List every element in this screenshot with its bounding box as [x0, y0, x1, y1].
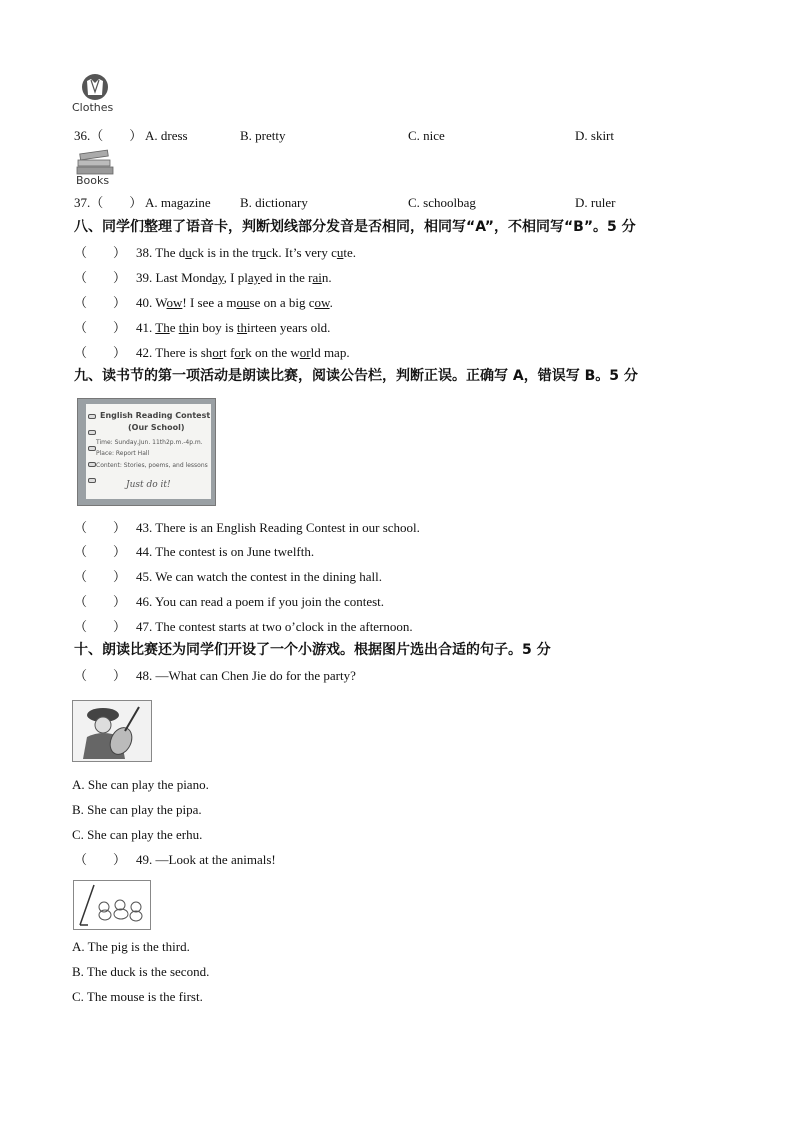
underlined-sound: ow: [166, 295, 183, 310]
underlined-sound: or: [212, 345, 224, 360]
question-text: 45. We can watch the contest in the dining hall.: [136, 569, 383, 584]
question-text: 40. W: [136, 295, 167, 310]
underlined-sound: th: [236, 320, 248, 335]
true-false-question-44: [74, 544, 314, 560]
underlined-sound: ay: [212, 270, 224, 285]
true-false-question-45: [74, 569, 382, 585]
notice-place: Place: Report Hall: [96, 450, 150, 457]
q37-option-a: A. magazine: [145, 195, 211, 210]
answer-blank[interactable]: （ ）: [74, 320, 127, 335]
question-text: irteen years old.: [247, 320, 331, 335]
underlined-sound: ai: [312, 270, 322, 285]
underlined-sound: ou: [236, 295, 250, 310]
q48-option-c: C. She can play the erhu.: [72, 827, 203, 842]
q36-option-c: C. nice: [408, 128, 445, 143]
q48-question: 48. —What can Chen Jie do for the party?: [136, 668, 356, 683]
q49-picture: [73, 880, 151, 930]
notice-slogan: Just do it!: [126, 480, 171, 490]
q36-option-d: D. skirt: [575, 128, 614, 143]
answer-blank[interactable]: （ ）: [74, 520, 127, 535]
underlined-sound: th: [178, 320, 189, 335]
notice-time: Time: Sunday,Jun. 11th2p.m.-4p.m.: [96, 439, 203, 446]
phonics-question-41: [74, 320, 330, 336]
question-text: ck. It’s very c: [266, 245, 337, 260]
underlined-sound: ay: [247, 270, 261, 285]
q49-option-c: C. The mouse is the first.: [72, 989, 203, 1004]
q48-prompt: [74, 668, 356, 684]
question-text: 42. There is sh: [136, 345, 213, 360]
question-text: ck is in the tr: [191, 245, 260, 260]
question-text: 43. There is an English Reading Contest in our school.: [136, 520, 420, 535]
question-text: e: [169, 320, 179, 335]
q37-option-c: C. schoolbag: [408, 195, 476, 210]
phonics-question-40: [74, 295, 333, 311]
q48-answer-blank[interactable]: （ ）: [74, 668, 127, 683]
answer-blank[interactable]: （ ）: [74, 569, 127, 584]
underlined-sound: or: [299, 345, 311, 360]
q49-option-a: A. The pig is the third.: [72, 939, 190, 954]
question-text: .: [329, 295, 333, 310]
question-text: ld map.: [310, 345, 350, 360]
phonics-question-38: [74, 245, 356, 261]
question-text: 38. The d: [136, 245, 186, 260]
q48-picture: [72, 700, 152, 762]
notice-board-image: [77, 398, 216, 506]
underlined-sound: u: [185, 245, 192, 260]
question-text: , I pl: [223, 270, 248, 285]
question-text: 47. The contest starts at two o’clock in the afternoon.: [136, 619, 413, 634]
underlined-sound: ow: [314, 295, 330, 310]
answer-blank[interactable]: （ ）: [74, 345, 127, 360]
q36-option-b: B. pretty: [240, 128, 286, 143]
q37-option-d: D. ruler: [575, 195, 616, 210]
q36-number: 36.（ ）: [74, 128, 143, 143]
question-text: 44. The contest is on June twelfth.: [136, 544, 315, 559]
answer-blank[interactable]: （ ）: [74, 594, 127, 609]
clothes-icon: [72, 72, 118, 116]
underlined-sound: or: [234, 345, 246, 360]
q37-number: 37.（ ）: [74, 195, 143, 210]
answer-blank[interactable]: （ ）: [74, 270, 127, 285]
question-text: 46. You can read a poem if you join the contest.: [136, 594, 385, 609]
true-false-question-47: [74, 619, 413, 635]
section-10-heading: 十、朗读比赛还为同学们开设了一个小游戏。根据图片选出合适的句子。5 分: [74, 642, 551, 658]
question-text: 39. Last Mond: [136, 270, 213, 285]
underlined-sound: u: [259, 245, 267, 260]
phonics-question-42: [74, 345, 350, 361]
underlined-sound: u: [336, 245, 344, 260]
q36-option-a: A. dress: [145, 128, 188, 143]
q49-prompt: [74, 852, 276, 868]
true-false-question-46: [74, 594, 384, 610]
question-text: 41.: [136, 320, 156, 335]
q49-option-b: B. The duck is the second.: [72, 964, 210, 979]
question-text: ed in the r: [260, 270, 313, 285]
underlined-sound: Th: [155, 320, 170, 335]
section-8-heading: 八、同学们整理了语音卡，判断划线部分发音是否相同，相同写“A”，不相同写“B”。5 分: [74, 219, 636, 235]
question-text: t f: [223, 345, 235, 360]
phonics-question-39: [74, 270, 332, 286]
question-text: k on the w: [245, 345, 300, 360]
answer-blank[interactable]: （ ）: [74, 544, 127, 559]
notice-subtitle: (Our School): [128, 423, 185, 432]
answer-blank[interactable]: （ ）: [74, 245, 127, 260]
q49-question: 49. —Look at the animals!: [136, 852, 276, 867]
notice-content: Content: Stories, poems, and lessons: [96, 462, 208, 469]
clothes-icon-label: Clothes: [72, 101, 114, 114]
q48-option-a: A. She can play the piano.: [72, 777, 209, 792]
q37-option-b: B. dictionary: [240, 195, 308, 210]
q49-answer-blank[interactable]: （ ）: [74, 852, 127, 867]
section-9-heading: 九、读书节的第一项活动是朗读比赛，阅读公告栏，判断正误。正确写 A，错误写 B。5 分: [74, 368, 638, 384]
answer-blank[interactable]: （ ）: [74, 619, 127, 634]
answer-blank[interactable]: （ ）: [74, 295, 127, 310]
question-text: te.: [343, 245, 357, 260]
true-false-question-43: [74, 520, 420, 536]
question-text: se on a big c: [249, 295, 315, 310]
q48-option-b: B. She can play the pipa.: [72, 802, 202, 817]
notice-title: English Reading Contest: [100, 411, 211, 420]
books-icon: [74, 148, 120, 190]
question-text: ! I see a m: [182, 295, 237, 310]
books-icon-label: Books: [76, 174, 110, 187]
question-text: n.: [321, 270, 332, 285]
question-text: in boy is: [188, 320, 237, 335]
